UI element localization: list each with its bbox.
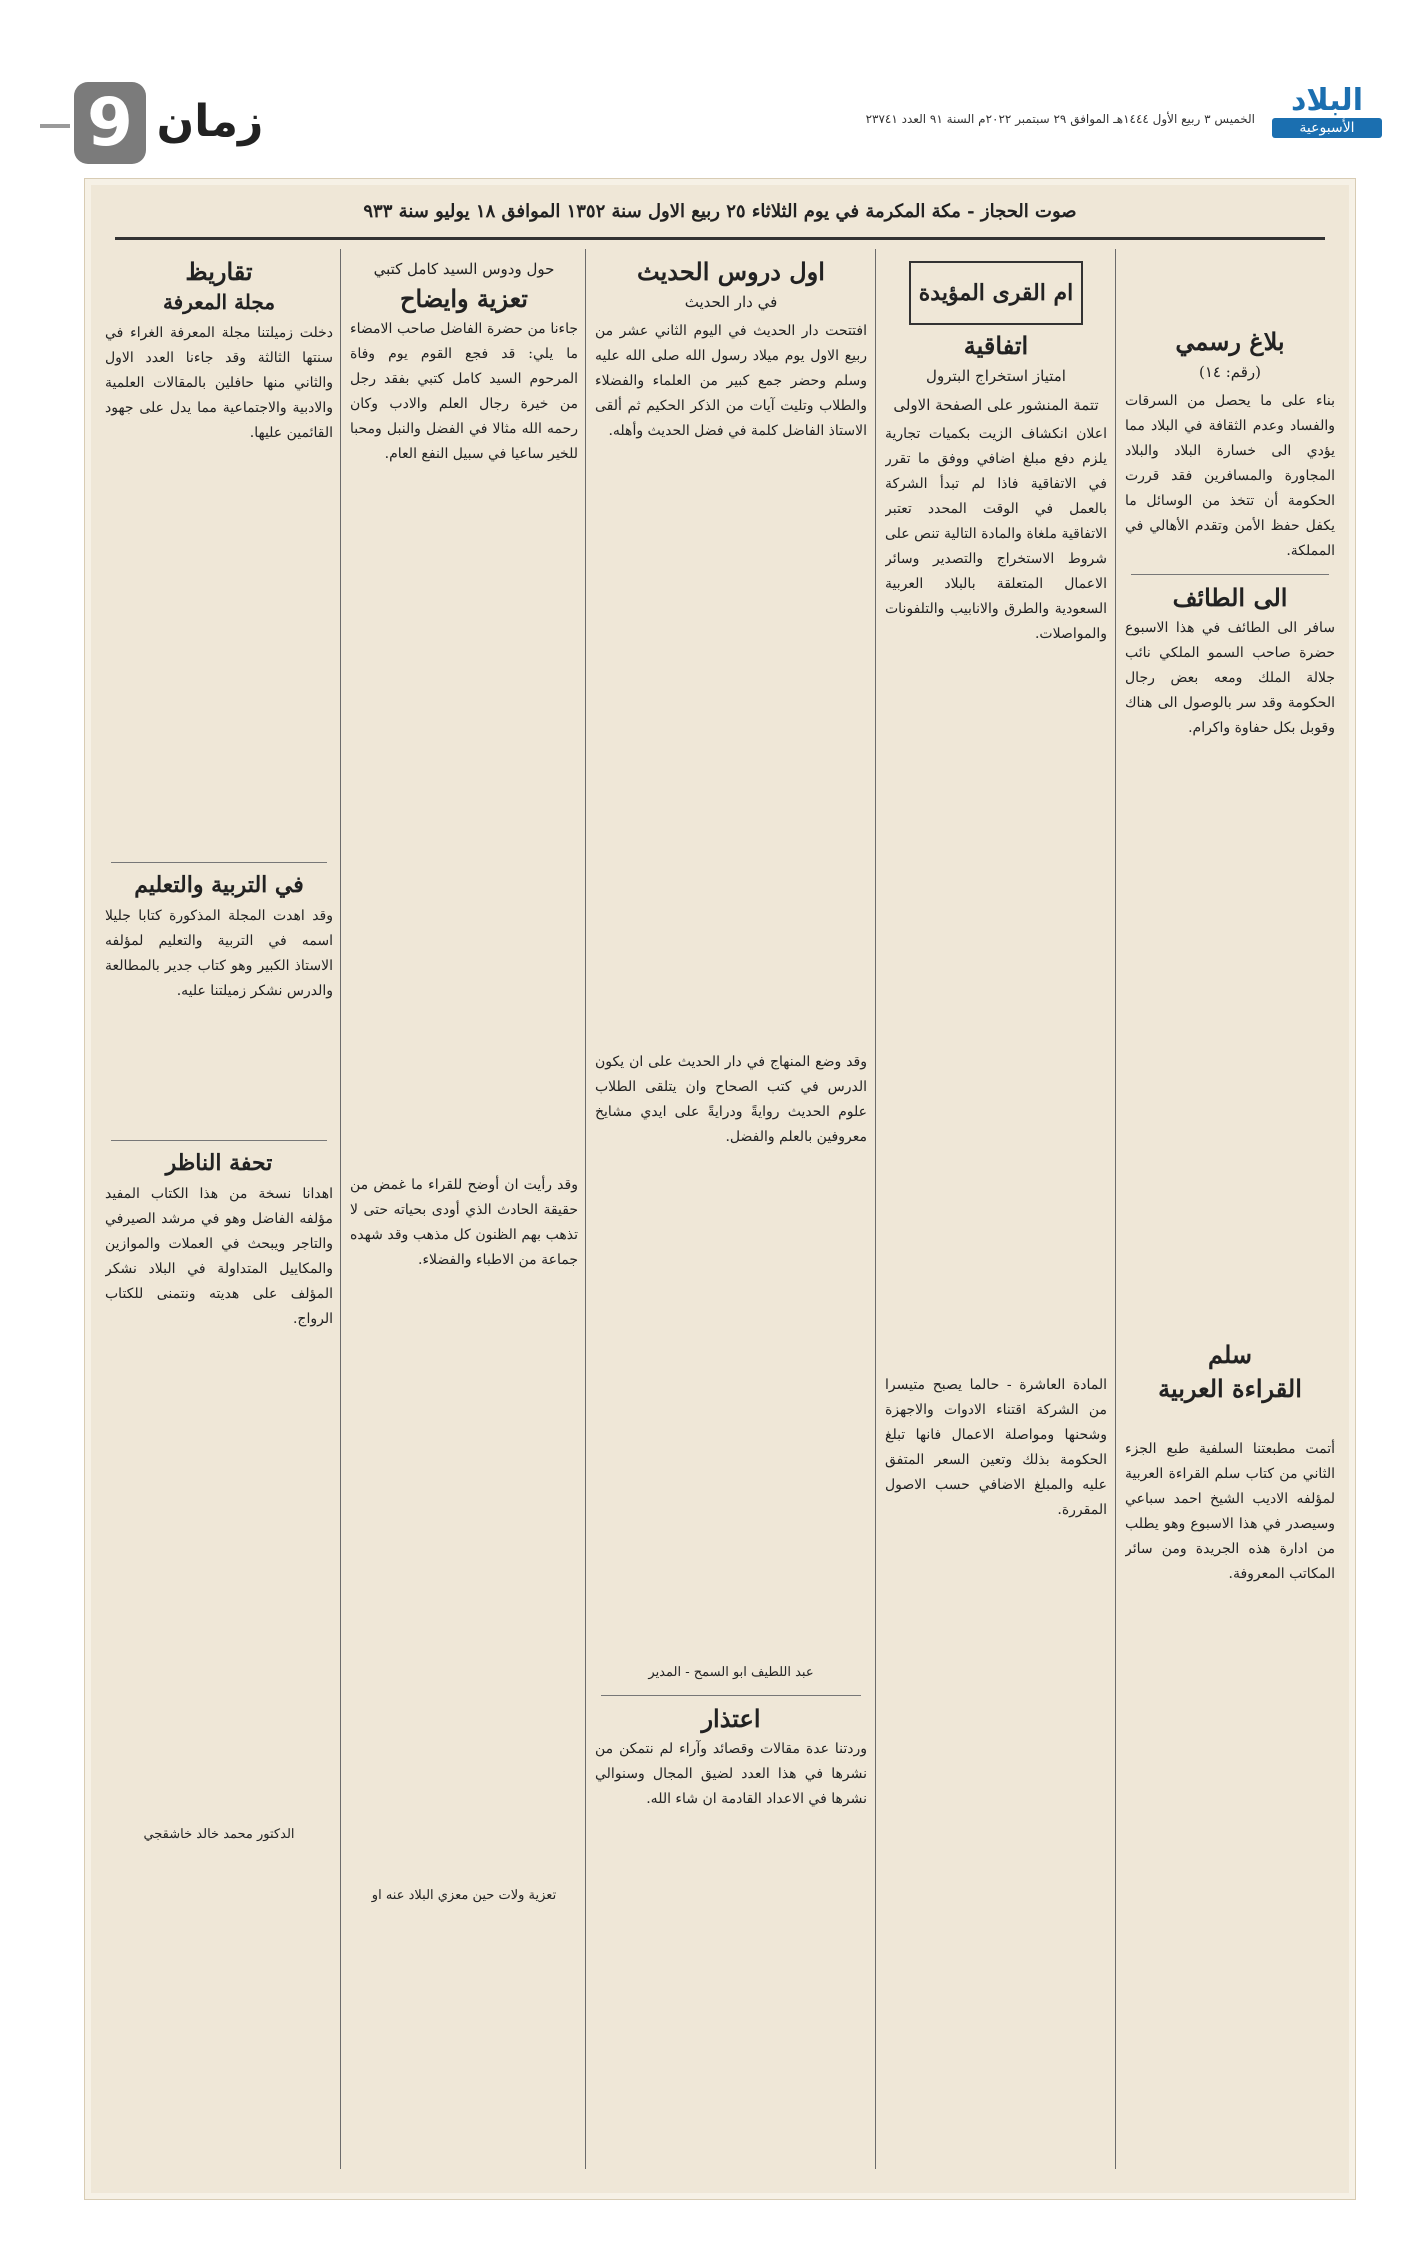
logo-wordmark: البلاد bbox=[1291, 83, 1363, 118]
headline: تقاريظ bbox=[185, 257, 253, 286]
headline: بلاغ رسمي bbox=[1175, 327, 1285, 356]
emblem-line: القراءة العربية bbox=[1158, 1374, 1302, 1403]
emblem-line: سلم bbox=[1207, 1340, 1253, 1369]
article-body: افتتحت دار الحديث في اليوم الثاني عشر من ربيع الاول يوم ميلاد رسول الله صلى الله عليه وسلم وحضر جمع كبير من العلماء والفضلاء والطلاب وتليت آيات من الذكر الحكيم ثم ألقى الاستاذ الفاضل كلمة في فضل الحديث وأهله. bbox=[595, 323, 867, 439]
article-body: وردتنا عدة مقالات وقصائد وآراء لم نتمكن من نشرها في هذا العدد لضيق المجال وسنوالي نشرها في الاعداد القادمة ان شاء الله. bbox=[595, 1741, 867, 1807]
subheadline: مجلة المعرفة bbox=[162, 290, 276, 314]
header-rule-left bbox=[40, 124, 70, 128]
masthead bbox=[0, 0, 1420, 190]
column-condolence bbox=[350, 255, 578, 2165]
article-body: وقد رأيت ان أوضح للقراء ما غمض من حقيقة الحادث الذي أودى بحياته حتى لا تذهب بهم الظنون كل مذهب وقد شهده جماعة من الاطباء والفضلاء. bbox=[350, 1177, 578, 1268]
divider bbox=[111, 1140, 327, 1141]
column-oil-agreement bbox=[885, 255, 1107, 2165]
article-body: وقد وضع المنهاج في دار الحديث على ان يكون الدرس في كتب الصحاح وان يتلقى الطلاب علوم الحديث روايةً ودرايةً على ايدي مشايخ معروفين بالعلم والفضل. bbox=[595, 1054, 867, 1145]
column-divider bbox=[340, 249, 341, 2169]
divider bbox=[1131, 574, 1329, 575]
subheadline: في دار الحديث bbox=[684, 293, 778, 311]
article-signature: عبد اللطيف ابو السمح - المدير bbox=[648, 1665, 814, 1680]
subheadline: تحفة الناظر bbox=[165, 1150, 273, 1176]
albilad-logo[interactable] bbox=[1272, 84, 1382, 144]
section-title: زمان bbox=[156, 96, 264, 147]
article-signature: تعزية ولات حين معزي البلاد عنه او bbox=[371, 1888, 557, 1903]
headline: اول دروس الحديث bbox=[637, 257, 825, 286]
book-title-emblem bbox=[1155, 1317, 1305, 1427]
article-body: جاءنا من حضرة الفاضل صاحب الامضاء ما يلي: قد فجع القوم يوم وفاة المرحوم السيد كامل كتبي بفقد رجل من خيرة رجال العلم والادب وكان رحمه الله مثالا في الفضل والنبل ومحبا للخير ساعيا في سبيل النفع العام. bbox=[350, 321, 578, 462]
subheadline: امتياز استخراج البترول bbox=[926, 367, 1066, 385]
column-hadith-lessons bbox=[595, 255, 867, 2165]
divider bbox=[111, 862, 327, 863]
column-official-notice bbox=[1125, 255, 1335, 2165]
scanned-newspaper bbox=[84, 178, 1356, 2200]
newspaper-emblem: ام القرى المؤيدة bbox=[909, 261, 1083, 325]
article-signature: الدكتور محمد خالد خاشقجي bbox=[143, 1827, 295, 1842]
notice-number: (رقم: ١٤) bbox=[1198, 363, 1262, 381]
article-body: المادة العاشرة - حالما يصبح متيسرا من الشركة اقتناء الادوات والاجهزة وشحنها ومواصلة الاعمال فانها تبلغ الحكومة بذلك وتعين السعر المتفق عليه والمبلغ الاضافي حسب الاصول المقررة. bbox=[885, 1377, 1107, 1518]
continuation-note: تتمة المنشور على الصفحة الاولى bbox=[893, 396, 1099, 414]
page-number-badge: 9 bbox=[74, 82, 146, 164]
headline: الى الطائف bbox=[1172, 583, 1288, 612]
article-body: أتمت مطبعتنا السلفية طبع الجزء الثاني من كتاب سلم القراءة العربية لمؤلفه الاديب الشيخ احمد سباعي وسيصدر في هذا الاسبوع وهو يطلب من ادارة هذه الجريدة ومن سائر المكاتب المعروفة. bbox=[1125, 1441, 1335, 1582]
headline: تعزية وايضاح bbox=[400, 284, 528, 313]
column-divider bbox=[585, 249, 586, 2169]
headline: اعتذار bbox=[701, 1704, 761, 1733]
old-masthead-line: صوت الحجاز - مكة المكرمة في يوم الثلاثاء ٢٥ ربيع الاول سنة ١٣٥٢ الموافق ١٨ يوليو سنة ٩٣٣ bbox=[363, 201, 1077, 222]
article-body: وقد اهدت المجلة المذكورة كتابا جليلا اسمه في التربية والتعليم لمؤلفه الاستاذ الكبير وهو كتاب جدير بالمطالعة والدرس نشكر زميلتنا عليه. bbox=[105, 908, 333, 999]
column-divider bbox=[1115, 249, 1116, 2169]
divider bbox=[601, 1695, 861, 1696]
article-body: بناء على ما يحصل من السرقات والفساد وعدم الثقافة في البلاد مما يؤدي الى خسارة البلاد والبلاد المجاورة والمسافرين فقد قررت الحكومة أن تتخذ من الوسائل ما يكفل حفظ الأمن وتقدم الأهالي في المملكة. bbox=[1125, 393, 1335, 559]
article-body: سافر الى الطائف في هذا الاسبوع حضرة صاحب السمو الملكي نائب جلالة الملك ومعه بعض رجال الحكومة وقد سر بالوصول الى هناك وقوبل بكل حفاوة واكرام. bbox=[1125, 620, 1335, 736]
logo-subtitle: الأسبوعية bbox=[1272, 118, 1382, 138]
issue-date-line: الخميس ٣ ربيع الأول ١٤٤٤هـ الموافق ٢٩ سبتمبر ٢٠٢٢م السنة ٩١ العدد ٢٣٧٤١ bbox=[865, 112, 1255, 126]
byline: حول ودوس السيد كامل كتبي bbox=[373, 260, 555, 278]
column-reviews bbox=[105, 255, 333, 2165]
subheadline: في التربية والتعليم bbox=[134, 872, 304, 898]
article-body: اهدانا نسخة من هذا الكتاب المفيد مؤلفه الفاضل وهو في مرشد الصيرفي والتاجر ويبحث في العملات والموازين والمكاييل المتداولة في البلاد نشكر المؤلف على هديته ونتمنى للكتاب الرواج. bbox=[105, 1186, 333, 1327]
column-divider bbox=[875, 249, 876, 2169]
headline: اتفاقية bbox=[963, 331, 1029, 360]
article-body: اعلان انكشاف الزيت بكميات تجارية يلزم دفع مبلغ اضافي ووفق ما تقرر في الاتفاقية فاذا لم تبدأ الشركة بالعمل في الوقت المحدد تعتبر الاتفاقية ملغاة والمادة التالية تنص على شروط الاستخراج والتصدير وسائر الاعمال المتعلقة بالبلاد العربية السعودية والطرق والانابيب والتلفونات والمواصلات. bbox=[885, 426, 1107, 642]
article-body: دخلت زميلتنا مجلة المعرفة الغراء في سنتها الثالثة وقد جاءنا العدد الاول والثاني منها حافلين بالمقالات العلمية والادبية والاجتماعية مما يدل على جهود القائمين عليها. bbox=[105, 325, 333, 441]
masthead-rule bbox=[115, 237, 1325, 240]
